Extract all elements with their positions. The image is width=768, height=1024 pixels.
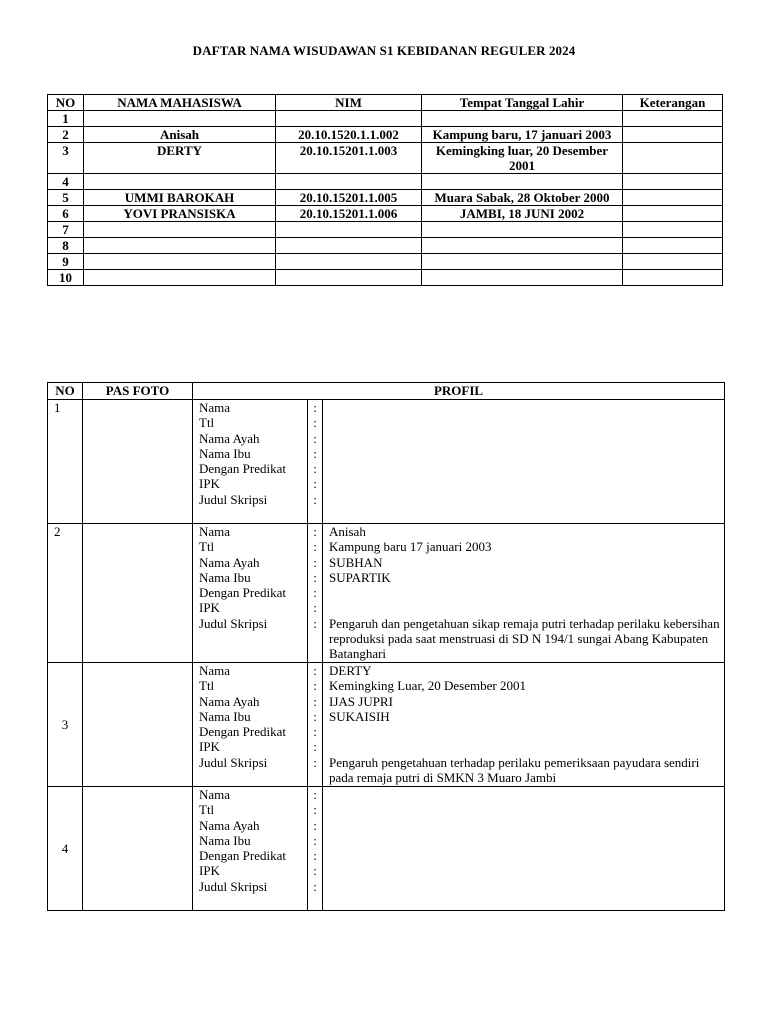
cell-ttl: JAMBI, 18 JUNI 2002 [422,206,623,222]
header-pas-foto: PAS FOTO [83,383,193,400]
value-ipk [329,863,720,878]
colon: : [313,524,317,539]
value-nama-ayah: SUBHAN [329,554,383,570]
table-row [48,270,723,286]
label-judul-skripsi: Judul Skripsi [199,878,268,894]
field-labels [193,524,308,663]
cell-ttl: Muara Sabak, 28 Oktober 2000 [422,190,623,206]
label-judul-skripsi: Judul Skripsi [199,491,268,507]
label-nama-ibu: Nama Ibu [199,832,251,848]
cell-ttl: Kampung baru, 17 januari 2003 [422,127,623,143]
header-nama-mahasiswa: NAMA MAHASISWA [84,95,276,111]
cell-keterangan [623,270,723,286]
header-tempat-tanggal-lahir: Tempat Tanggal Lahir [422,95,623,111]
cell-keterangan [623,127,723,143]
table-row [48,222,723,238]
colon: : [313,615,317,631]
colon: : [313,663,317,678]
colon-column [308,787,323,911]
value-ttl: Kampung baru 17 januari 2003 [329,539,492,555]
colon: : [313,585,317,601]
value-nama: DERTY [329,663,372,678]
table-row [48,254,723,270]
value-nama: Anisah [329,524,366,539]
field-labels [193,400,308,524]
label-nama: Nama [199,663,231,678]
colon: : [313,491,317,507]
colon: : [313,415,317,431]
value-nama-ayah: IJAS JUPRI [329,693,393,709]
photo-placeholder [83,787,193,911]
label-judul-skripsi: Judul Skripsi [199,754,268,770]
value-judul-skripsi: Pengaruh dan pengetahuan sikap remaja putri terhadap perilaku kebersihan reproduksi pada saat menstruasi di SD N 194/1 sungai Abang Kabupaten Batanghari [329,615,720,661]
label-nama-ibu: Nama Ibu [199,569,251,585]
value-nama-ayah [329,431,720,446]
cell-nim [276,270,422,286]
graduate-list-table [47,94,723,286]
cell-nama [84,238,276,254]
label-predikat: Dengan Predikat [199,848,287,864]
label-nama-ibu: Nama Ibu [199,708,251,724]
value-nama [329,787,720,802]
colon: : [313,476,317,492]
cell-no: 6 [48,206,84,222]
value-ttl [329,415,720,430]
cell-nim [276,174,422,190]
document-title: DAFTAR NAMA WISUDAWAN S1 KEBIDANAN REGULER 2024 [192,43,576,58]
colon: : [313,708,317,724]
label-ttl: Ttl [199,539,215,555]
value-judul-skripsi: Pengaruh pengetahuan terhadap perilaku pemeriksaan payudara sendiri pada remaja putri di SMKN 3 Muaro Jambi [329,754,700,785]
colon: : [313,878,317,894]
value-predikat [329,461,720,476]
colon: : [313,678,317,694]
label-nama-ayah: Nama Ayah [199,430,260,446]
label-ipk: IPK [199,739,220,755]
value-nama-ibu: SUPARTIK [329,569,391,585]
cell-no: 2 [48,524,83,663]
cell-no: 1 [48,111,84,127]
header-no: NO [48,383,83,400]
cell-ttl: Kemingking luar, 20 Desember 2001 [422,143,623,174]
cell-nama [84,270,276,286]
colon-column [308,524,323,663]
label-nama-ayah: Nama Ayah [199,817,260,833]
profile-row [48,663,725,787]
profile-row [48,787,725,911]
cell-nama [84,111,276,127]
colon: : [313,693,317,709]
colon-column [308,663,323,787]
label-ipk: IPK [199,600,220,616]
label-ipk: IPK [199,863,220,879]
cell-nama: DERTY [84,143,276,174]
value-predikat [329,724,720,739]
colon: : [313,802,317,818]
cell-keterangan [623,238,723,254]
colon: : [313,754,317,770]
value-ipk [329,600,720,615]
cell-no: 5 [48,190,84,206]
cell-ttl [422,270,623,286]
label-judul-skripsi: Judul Skripsi [199,615,268,631]
label-ttl: Ttl [199,802,215,818]
cell-keterangan [623,190,723,206]
cell-no: 8 [48,238,84,254]
colon: : [313,554,317,570]
cell-nim [276,111,422,127]
colon: : [313,569,317,585]
label-nama: Nama [199,400,231,415]
profile-row [48,400,725,524]
field-labels [193,663,308,787]
value-nama [329,400,720,415]
cell-no: 4 [48,787,83,911]
cell-no: 3 [48,143,84,174]
value-predikat [329,585,720,600]
header-nim: NIM [276,95,422,111]
cell-no: 10 [48,270,84,286]
cell-nama: YOVI PRANSISKA [84,206,276,222]
table-row [48,174,723,190]
colon-column [308,400,323,524]
colon: : [313,430,317,446]
label-nama-ayah: Nama Ayah [199,693,260,709]
value-nama-ibu [329,446,720,461]
colon: : [313,787,317,802]
cell-nama: Anisah [84,127,276,143]
table-row [48,111,723,127]
value-nama-ayah [329,818,720,833]
cell-nama [84,222,276,238]
photo-placeholder [83,524,193,663]
cell-no: 7 [48,222,84,238]
label-ipk: IPK [199,476,220,492]
label-nama-ayah: Nama Ayah [199,554,260,570]
cell-nama [84,174,276,190]
colon: : [313,817,317,833]
cell-nim: 20.10.15201.1.005 [276,190,422,206]
colon: : [313,739,317,755]
cell-no: 4 [48,174,84,190]
value-nama-ibu: SUKAISIH [329,708,390,724]
label-nama: Nama [199,524,231,539]
cell-ttl [422,222,623,238]
cell-no: 3 [48,663,83,787]
cell-nama [84,254,276,270]
photo-placeholder [83,400,193,524]
cell-ttl [422,111,623,127]
label-ttl: Ttl [199,678,215,694]
label-ttl: Ttl [199,415,215,431]
header-profil: PROFIL [193,383,725,400]
field-values [323,400,725,524]
value-nama-ibu [329,833,720,848]
photo-placeholder [83,663,193,787]
cell-ttl [422,238,623,254]
field-labels [193,787,308,911]
table-row [48,143,723,174]
table-row [48,190,723,206]
colon: : [313,445,317,461]
cell-nim [276,238,422,254]
header-no: NO [48,95,84,111]
cell-keterangan [623,254,723,270]
label-predikat: Dengan Predikat [199,724,287,740]
cell-keterangan [623,222,723,238]
cell-keterangan [623,111,723,127]
field-values [323,787,725,911]
label-nama: Nama [199,787,231,802]
field-values [323,524,725,663]
table-row [48,238,723,254]
cell-nim [276,222,422,238]
colon: : [313,863,317,879]
colon: : [313,832,317,848]
colon: : [313,848,317,864]
value-ipk [329,739,720,754]
value-ttl [329,802,720,817]
label-predikat: Dengan Predikat [199,585,287,601]
profile-table [47,382,725,911]
profile-row [48,524,725,663]
colon: : [313,724,317,740]
cell-keterangan [623,143,723,174]
field-values [323,663,725,787]
colon: : [313,539,317,555]
cell-no: 2 [48,127,84,143]
cell-no: 9 [48,254,84,270]
label-predikat: Dengan Predikat [199,461,287,477]
colon: : [313,461,317,477]
cell-nama: UMMI BAROKAH [84,190,276,206]
colon: : [313,600,317,616]
table-header-row [48,383,725,400]
value-predikat [329,848,720,863]
cell-nim: 20.10.1520.1.1.002 [276,127,422,143]
value-ttl: Kemingking Luar, 20 Desember 2001 [329,678,526,694]
cell-ttl [422,174,623,190]
cell-keterangan [623,206,723,222]
colon: : [313,400,317,415]
cell-nim: 20.10.15201.1.003 [276,143,422,174]
label-nama-ibu: Nama Ibu [199,445,251,461]
cell-nim: 20.10.15201.1.006 [276,206,422,222]
header-keterangan: Keterangan [623,95,723,111]
table-row [48,127,723,143]
table-header-row [48,95,723,111]
table-row [48,206,723,222]
cell-nim [276,254,422,270]
value-ipk [329,476,720,491]
cell-ttl [422,254,623,270]
cell-keterangan [623,174,723,190]
cell-no: 1 [48,400,83,524]
